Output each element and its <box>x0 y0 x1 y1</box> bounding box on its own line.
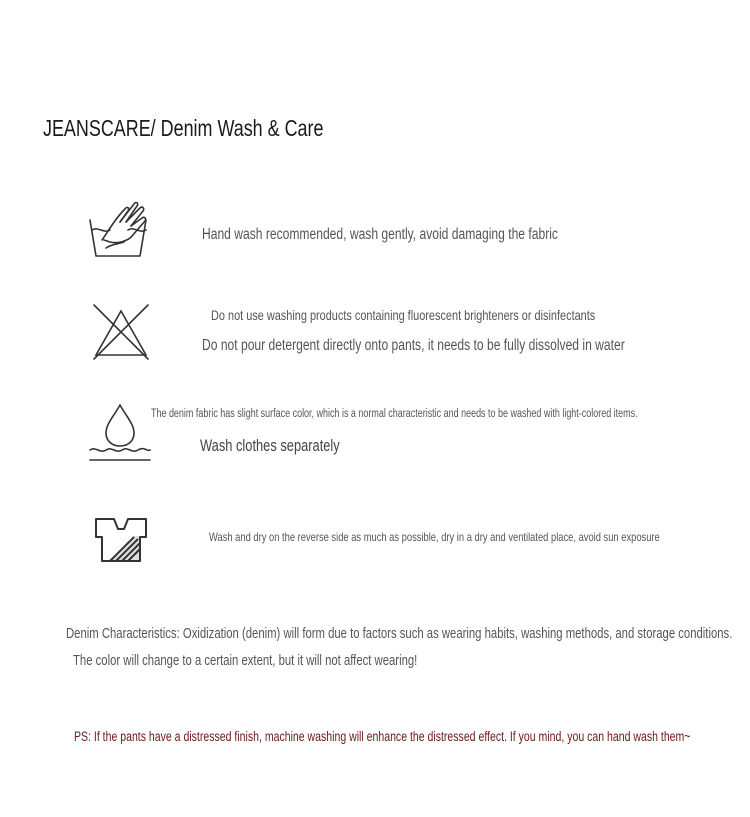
dissolve-detergent-text: Do not pour detergent directly onto pants, it needs to be fully dissolved in water <box>202 337 625 354</box>
page-title: JEANSCARE/ Denim Wash & Care <box>43 115 324 141</box>
no-brighteners-text: Do not use washing products containing fluorescent brighteners or disinfectants <box>211 307 596 323</box>
ps-note: PS: If the pants have a distressed finish, machine washing will enhance the distressed effect. If you mind, you can hand wash them~ <box>74 729 691 744</box>
surface-color-text: The denim fabric has slight surface color, which is a normal characteristic and needs to be washed with light-colored items. <box>151 408 638 420</box>
reverse-side-shirt-icon <box>94 515 148 563</box>
wash-separately-text: Wash clothes separately <box>200 437 340 455</box>
reverse-dry-text: Wash and dry on the reverse side as much as possible, dry in a dry and ventilated place, avoid sun exposure <box>209 530 660 544</box>
hand-wash-text: Hand wash recommended, wash gently, avoid damaging the fabric <box>202 226 558 243</box>
color-change-text: The color will change to a certain extent, but it will not affect wearing! <box>73 653 418 669</box>
hand-wash-icon <box>88 198 150 260</box>
water-drop-icon <box>88 402 152 464</box>
no-bleach-icon <box>92 303 150 361</box>
denim-characteristics-text: Denim Characteristics: Oxidization (denim) will form due to factors such as wearing habits, washing methods, and storage conditions. <box>66 626 733 642</box>
